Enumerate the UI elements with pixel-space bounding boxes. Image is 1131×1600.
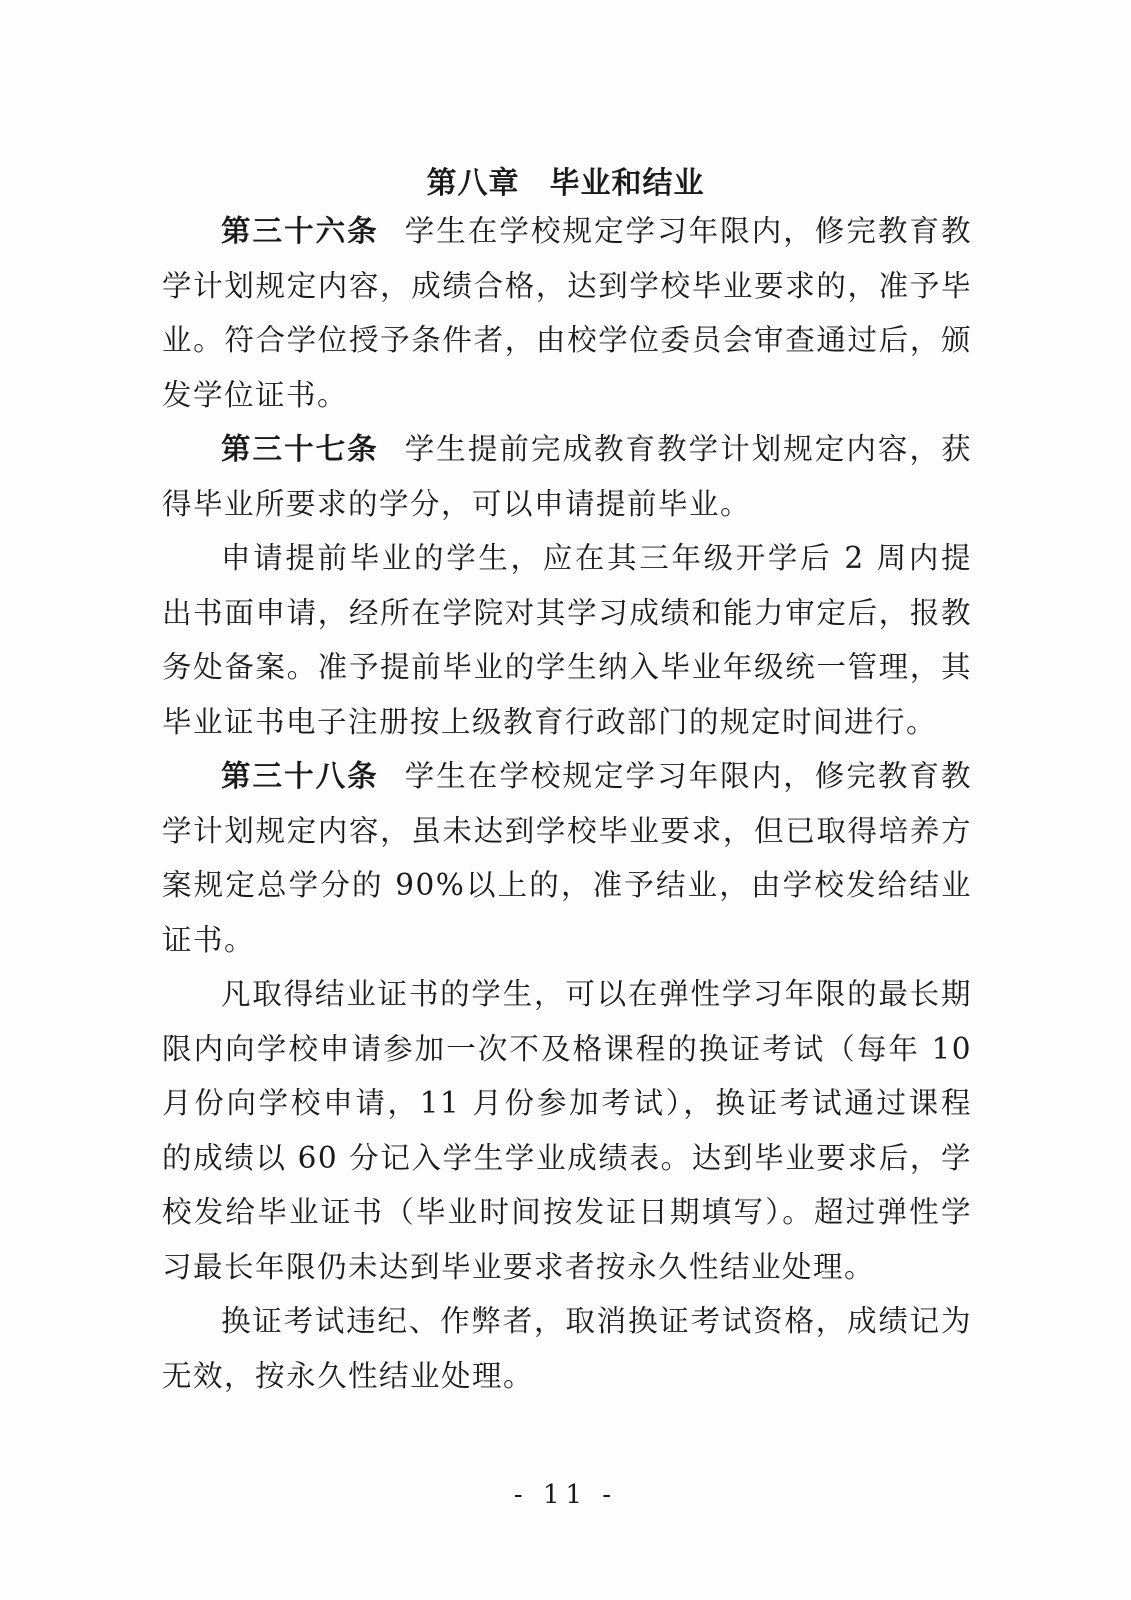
article-38: [162, 749, 972, 967]
chapter-title: [0, 158, 1131, 202]
paragraph: 凡取得结业证书的学生，可以在弹性学习年限的最长期限内向学校申请参加一次不及格课程的换证考试（每年 10 月份向学校申请，11 月份参加考试），换证考试通过课程的成绩以 60 分记入学生学业成绩表。达到毕业要求后，学校发给毕业证书（毕业时间按发证日期填写）。超过弹性学习最长年限仍未达到毕业要求者按永久性结业处理。: [162, 977, 972, 1284]
chapter-name: 毕业和结业: [549, 166, 705, 201]
article-text: 学生在学校规定学习年限内，修完教育教学计划规定内容，成绩合格，达到学校毕业要求的，准予毕业。符合学位授予条件者，由校学位委员会审查通过后，颁发学位证书。: [162, 214, 972, 412]
article-text: 学生在学校规定学习年限内，修完教育教学计划规定内容，虽未达到学校毕业要求，但已取得培养方案规定总学分的 90%以上的，准予结业，由学校发给结业证书。: [162, 759, 972, 957]
document-body: [162, 204, 972, 1403]
paragraph: 换证考试违纪、作弊者，取消换证考试资格，成绩记为无效，按永久性结业处理。: [162, 1304, 972, 1393]
article-text: 学生提前完成教育教学计划规定内容，获得毕业所要求的学分，可以申请提前毕业。: [162, 432, 972, 521]
chapter-number: 第八章: [426, 166, 520, 201]
article-37: [162, 422, 972, 531]
page-number: - 11 -: [513, 1480, 618, 1510]
article-number: 第三十七条: [221, 432, 379, 466]
article-number: 第三十六条: [221, 214, 379, 248]
paragraph: 申请提前毕业的学生，应在其三年级开学后 2 周内提出书面申请，经所在学院对其学习成绩和能力审定后，报教务处备案。准予提前毕业的学生纳入毕业年级统一管理，其毕业证书电子注册按上级教育行政部门的规定时间进行。: [162, 541, 972, 739]
article-36: [162, 204, 972, 422]
article-number: 第三十八条: [221, 759, 379, 793]
